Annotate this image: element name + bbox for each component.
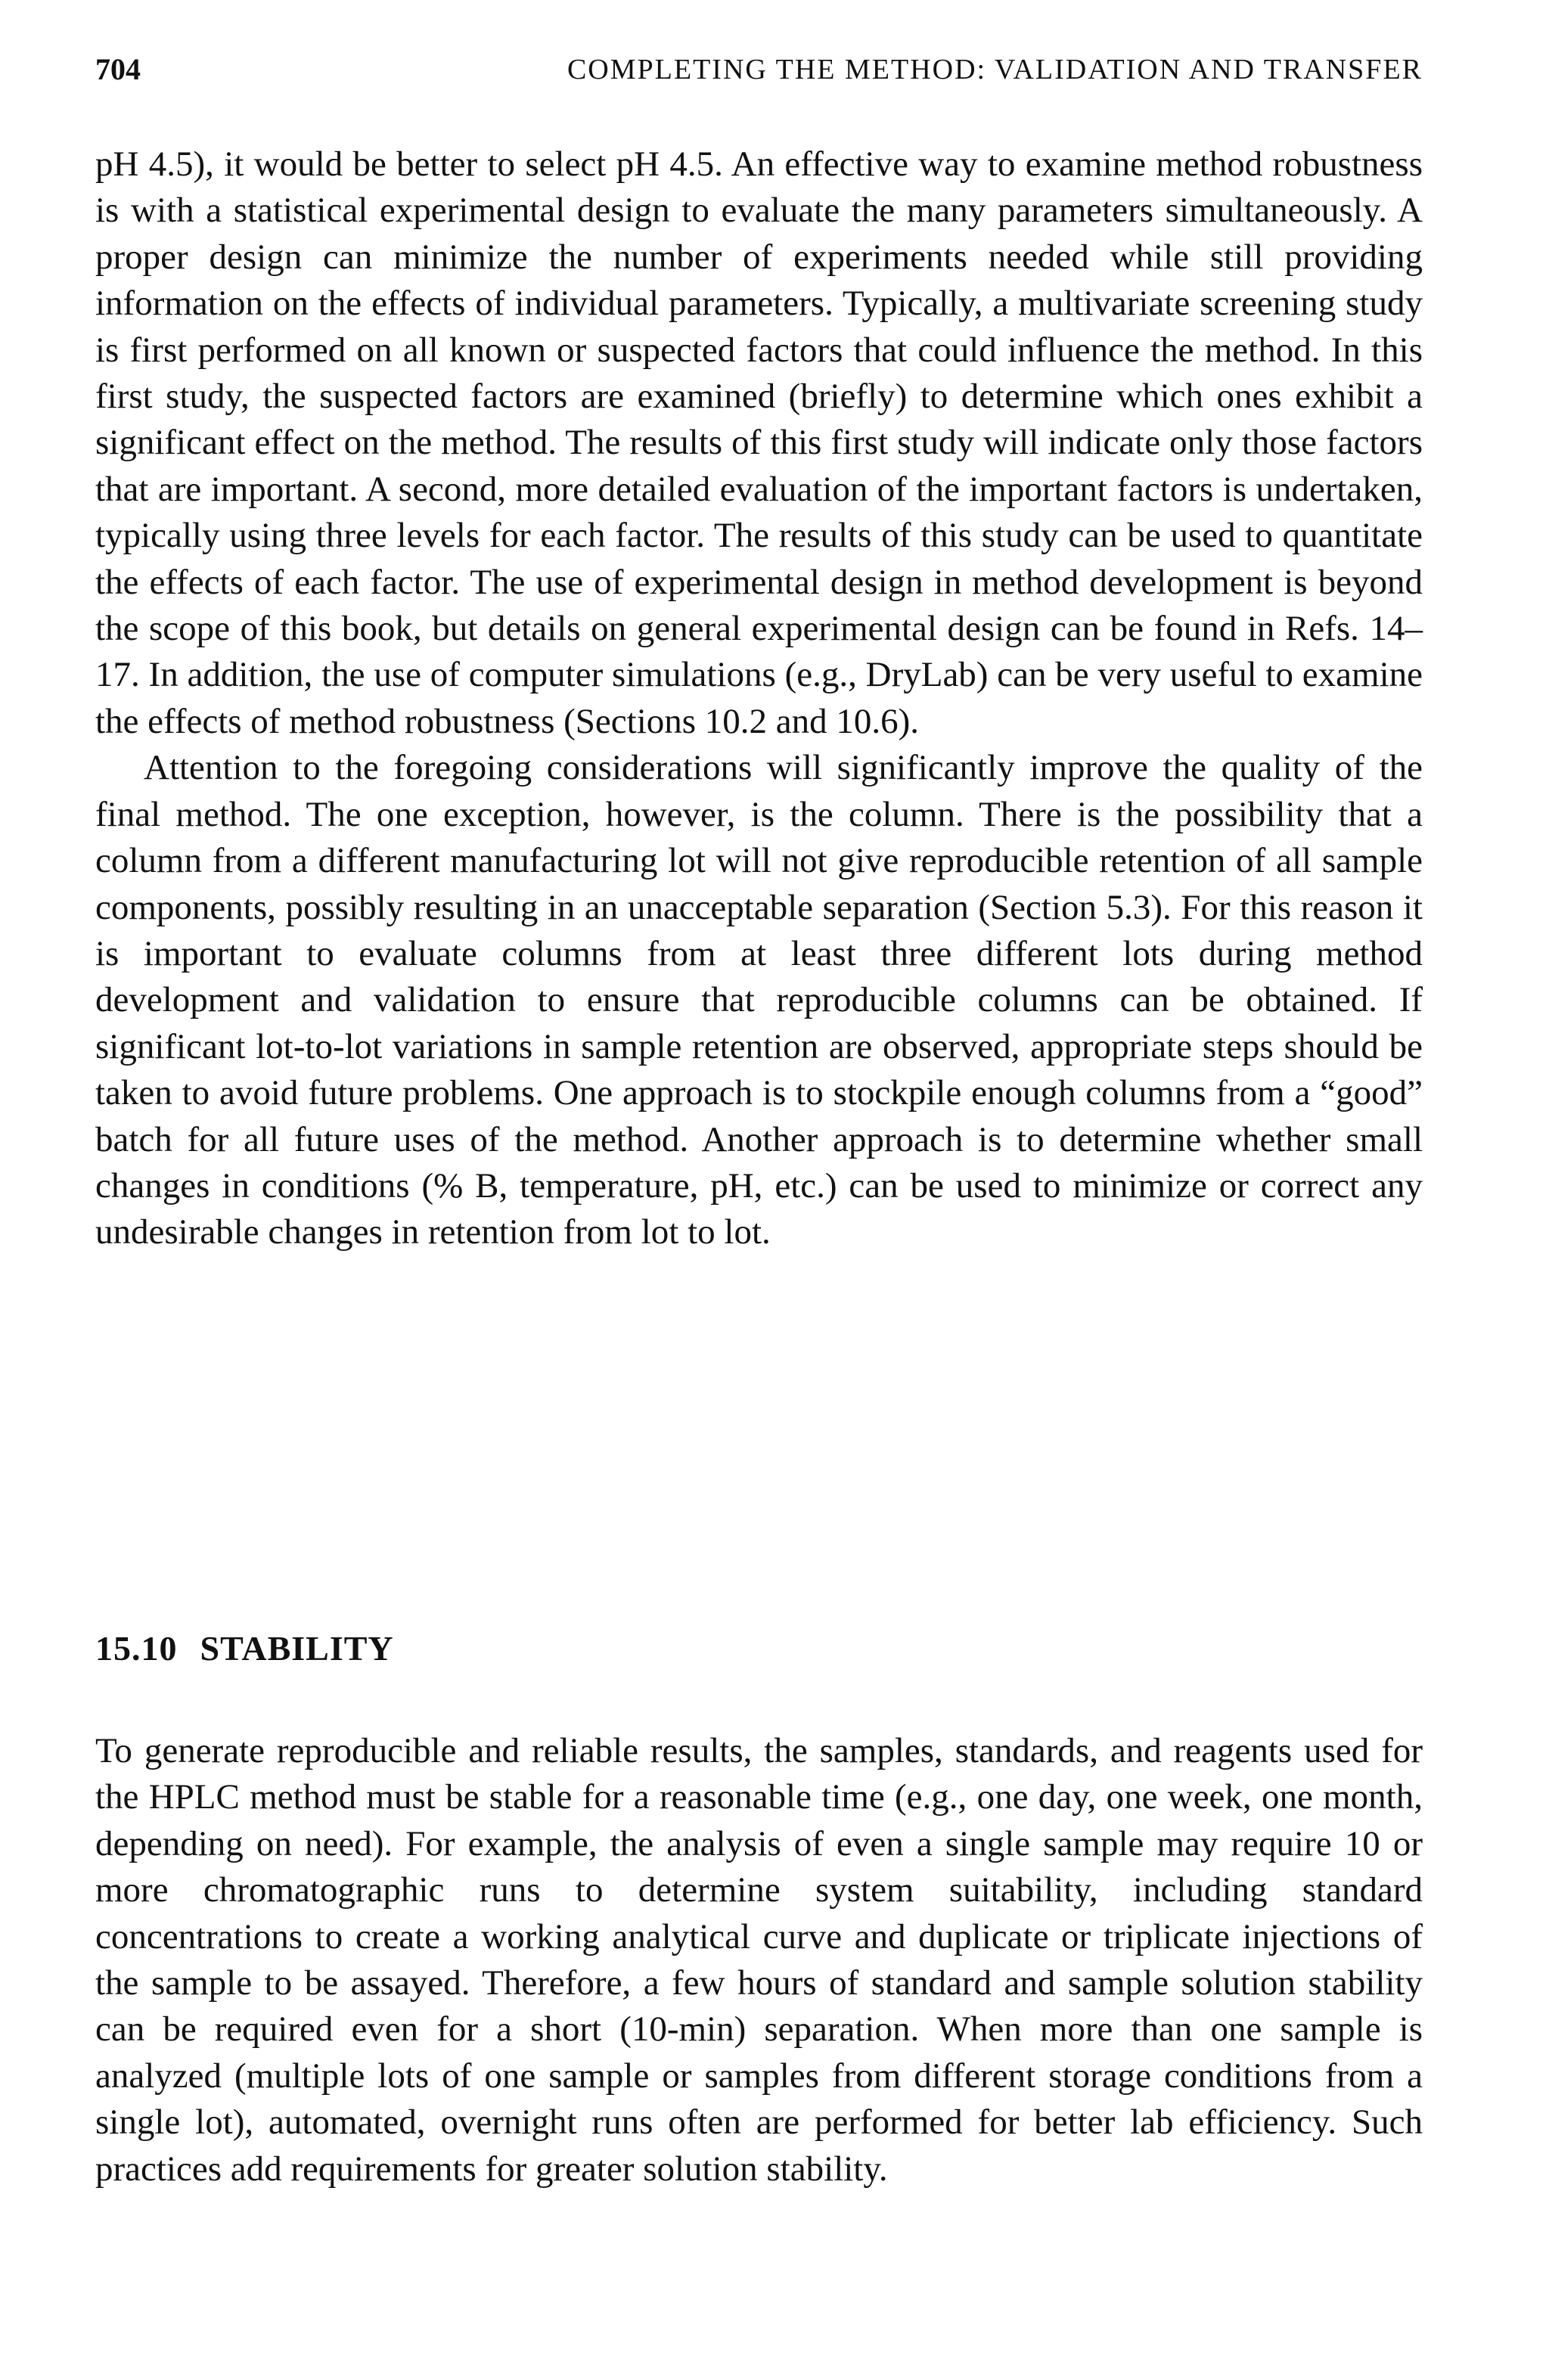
running-header (95, 47, 1423, 92)
section-body (95, 1728, 1423, 2192)
section-heading (95, 1626, 394, 1671)
body-text-block (95, 141, 1423, 1256)
section-number: 15.10 (95, 1629, 178, 1668)
paragraph-stability: To generate reproducible and reliable results, the samples, standards, and reagents used for the HPLC method must be stable for a reasonable time (e.g., one day, one week, one month, depending on need). For example, the analysis of even a single sample may require 10 or more chromatographic runs to determine system suitability, including standard concentrations to create a working analytical curve and duplicate or triplicate injections of the sample to be assayed. Therefore, a few hours of standard and sample solution stability can be required even for a short (10-min) separation. When more than one sample is analyzed (multiple lots of one sample or samples from different storage conditions from a single lot), automated, overnight runs often are performed for better lab efficiency. Such practices add requirements for greater solution stability. (95, 1731, 1423, 2189)
section-title: STABILITY (200, 1629, 394, 1668)
page-number: 704 (95, 52, 141, 86)
book-page (95, 0, 1423, 2380)
paragraph-continued: pH 4.5), it would be better to select pH 4.5. An effective way to examine method robustness is with a statistical experimental design to evaluate the many parameters simultaneously. A proper design can minimize the number of experiments needed while still providing information on the effects of individual parameters. Typically, a multivariate screening study is first performed on all known or suspected factors that could influence the method. In this first study, the suspected factors are examined (briefly) to determine which ones exhibit a significant effect on the method. The results of this first study will indicate only those factors that are important. A second, more detailed evaluation of the important factors is undertaken, typically using three levels for each factor. The results of this study can be used to quantitate the effects of each factor. The use of experimental design in method development is beyond the scope of this book, but details on general experimental design can be found in Refs. 14–17. In addition, the use of computer simulations (e.g., DryLab) can be very useful to examine the effects of method robustness (Sections 10.2 and 10.6). (95, 144, 1423, 741)
paragraph-column-lots: Attention to the foregoing considerations will significantly improve the quality of the final method. The one exception, however, is the column. There is the possibility that a column from a different manufacturing lot will not give reproducible retention of all sample components, possibly resulting in an unacceptable separation (Section 5.3). For this reason it is important to evaluate columns from at least three different lots during method development and validation to ensure that reproducible columns can be obtained. If significant lot-to-lot variations in sample retention are observed, appropriate steps should be taken to avoid future problems. One approach is to stockpile enough columns from a “good” batch for all future uses of the method. Another approach is to determine whether small changes in conditions (% B, temperature, pH, etc.) can be used to minimize or correct any undesirable changes in retention from lot to lot. (95, 748, 1423, 1252)
running-title: COMPLETING THE METHOD: VALIDATION AND TRANSFER (567, 54, 1423, 85)
